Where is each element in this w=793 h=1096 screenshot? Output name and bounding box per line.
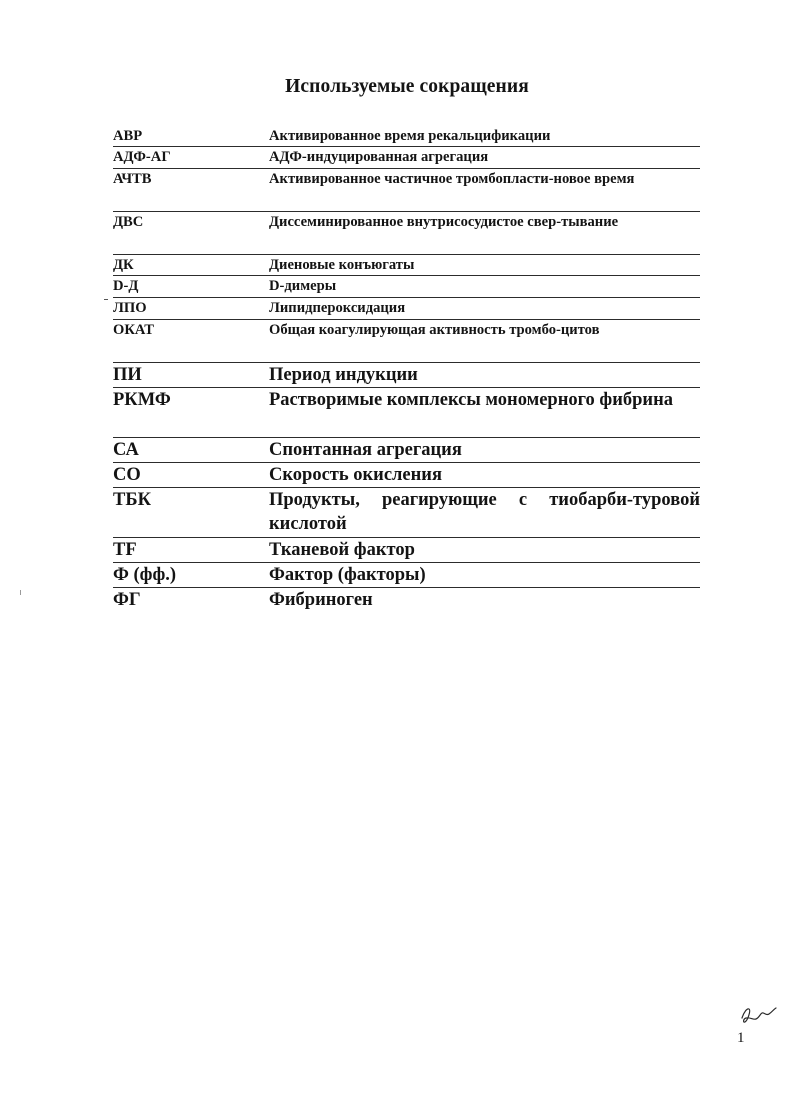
table-row (113, 587, 700, 612)
table-row (113, 437, 700, 462)
table-row (113, 276, 700, 297)
abbreviation-term: D-Д (113, 276, 269, 297)
abbreviation-term: ЛПО (113, 297, 269, 319)
abbreviation-term: ДВС (113, 211, 269, 254)
abbreviation-definition: D-димеры (269, 276, 700, 297)
page-number: 1 (737, 1030, 745, 1046)
abbreviation-term: Ф (фф.) (113, 562, 269, 587)
table-row (113, 211, 700, 254)
table-row (113, 254, 700, 275)
abbreviation-definition: Скорость окисления (269, 462, 700, 487)
abbreviation-term: АВР (113, 126, 269, 147)
table-row (113, 462, 700, 487)
abbreviation-definition: Активированное время рекальцификации (269, 126, 700, 147)
table-row (113, 297, 700, 319)
abbreviation-definition: АДФ-индуцированная агрегация (269, 147, 700, 168)
table-row (113, 487, 700, 537)
table-row (113, 168, 700, 211)
table-row (113, 126, 700, 147)
table-row (113, 537, 700, 562)
table-row (113, 387, 700, 437)
table-row (113, 147, 700, 168)
abbreviation-term: TF (113, 537, 269, 562)
abbreviation-definition: Период индукции (269, 362, 700, 387)
abbreviation-definition: Активированное частичное тромбопласти-новое время (269, 168, 700, 211)
handwritten-initials-signature (736, 1000, 780, 1030)
abbreviations-table (113, 126, 700, 612)
abbreviation-term: ОКАТ (113, 319, 269, 362)
abbreviation-definition: Растворимые комплексы мономерного фибрина (269, 387, 700, 437)
abbreviation-term: ДК (113, 254, 269, 275)
abbreviation-term: ФГ (113, 589, 141, 610)
abbreviation-term: АЧТВ (113, 168, 269, 211)
page-title: Используемые сокращения (285, 76, 529, 97)
table-row (113, 362, 700, 387)
abbreviation-definition: Диссеминированное внутрисосудистое свер-тывание (269, 211, 700, 254)
abbreviation-definition: Диеновые конъюгаты (269, 254, 700, 275)
abbreviation-term: ТБК (113, 487, 269, 537)
abbreviation-definition: Тканевой фактор (269, 537, 700, 562)
scan-artifact (20, 590, 21, 595)
abbreviation-term: СО (113, 462, 269, 487)
abbreviation-definition: Общая коагулирующая активность тромбо-цитов (269, 319, 700, 362)
abbreviation-definition: Липидпероксидация (269, 297, 700, 319)
abbreviation-term: АДФ-АГ (113, 147, 269, 168)
abbreviation-definition: Фибриноген (269, 589, 373, 610)
table-row (113, 319, 700, 362)
scan-artifact (104, 299, 108, 300)
table-row (113, 562, 700, 587)
abbreviation-term: СА (113, 437, 269, 462)
abbreviation-term: РКМФ (113, 387, 269, 437)
abbreviation-term: ПИ (113, 362, 269, 387)
abbreviation-definition: Фактор (факторы) (269, 562, 700, 587)
abbreviation-definition: Продукты, реагирующие с тиобарби-туровой кислотой (269, 487, 700, 537)
abbreviation-definition: Спонтанная агрегация (269, 437, 700, 462)
